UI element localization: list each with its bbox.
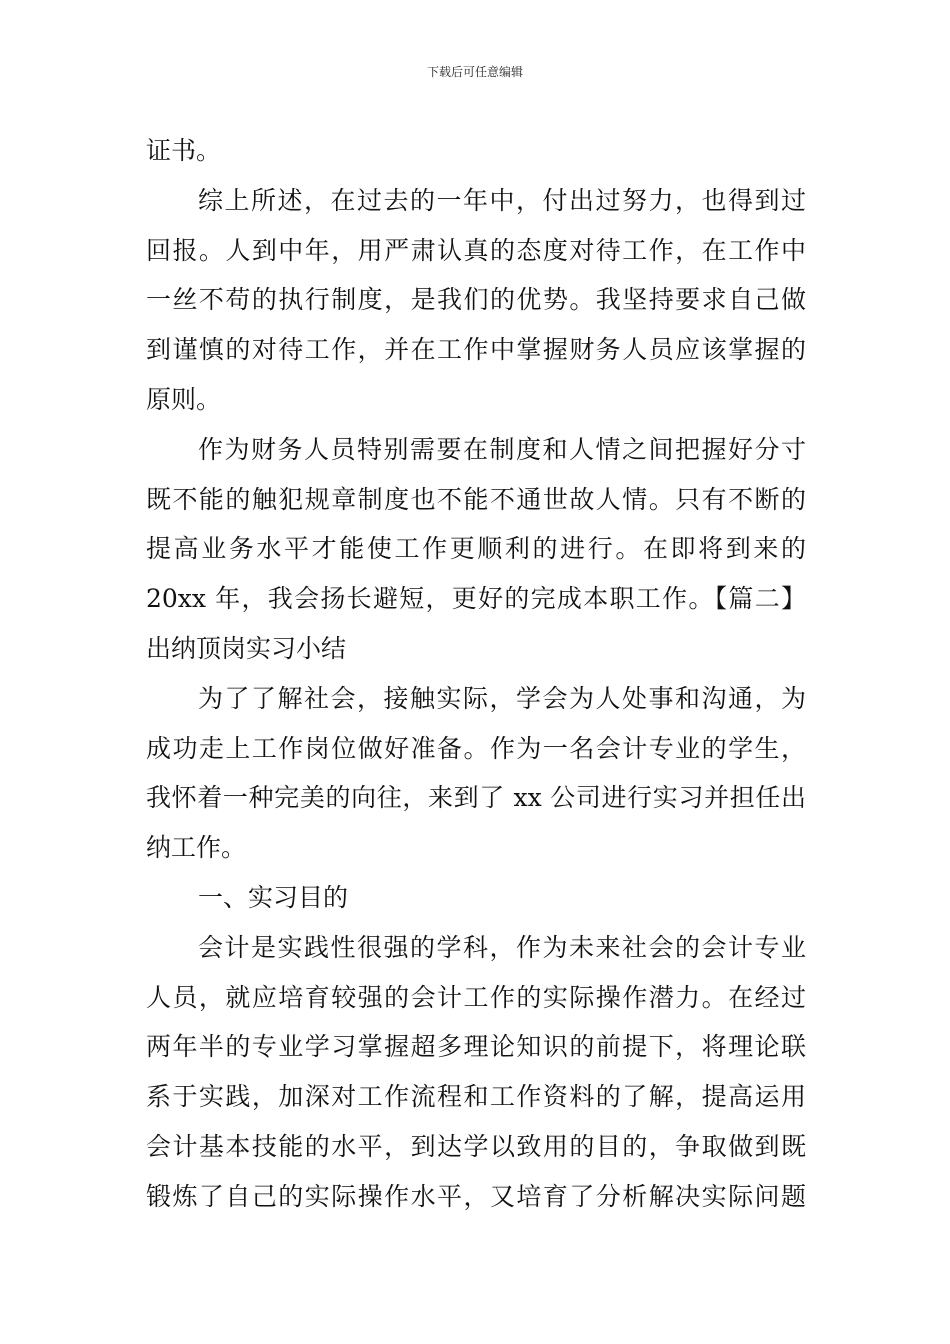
text-line: 成功走上工作岗位做好准备。作为一名会计专业的学生，: [146, 733, 806, 763]
text-line: 一丝不苟的执行制度，是我们的优势。我坚持要求自己做: [146, 285, 806, 315]
text-line: 锻炼了自己的实际操作水平，又培育了分析解决实际问题: [146, 1181, 806, 1211]
text-line: 20xx 年，我会扬长避短，更好的完成本职工作。【篇二】: [146, 584, 806, 614]
text-line: 系于实践，加深对工作流程和工作资料的了解，提高运用: [146, 1082, 806, 1112]
text-line: 为了了解社会，接触实际，学会为人处事和沟通，为: [198, 683, 806, 713]
document-body: [146, 126, 806, 1222]
text-line: 既不能的触犯规章制度也不能不通世故人情。只有不断的: [146, 484, 806, 514]
text-line: 证书。: [146, 136, 222, 165]
text-line: 会计基本技能的水平，到达学以致用的目的，争取做到既: [146, 1131, 806, 1161]
text-line: 会计是实践性很强的学科，作为未来社会的会计专业: [198, 932, 806, 962]
page-header: 下载后可任意编辑: [426, 65, 523, 79]
text-line: 作为财务人员特别需要在制度和人情之间把握好分寸: [198, 434, 806, 464]
text-line: 人员，就应培育较强的会计工作的实际操作潜力。在经过: [146, 982, 806, 1012]
text-line: 一、实习目的: [198, 882, 349, 912]
text-line: 回报。人到中年，用严肃认真的态度对待工作，在工作中: [146, 235, 806, 265]
text-line: 纳工作。: [146, 833, 247, 863]
text-line: 到谨慎的对待工作，并在工作中掌握财务人员应该掌握的: [146, 335, 806, 365]
text-line: 我怀着一种完美的向往，来到了 xx 公司进行实习并担任出: [146, 783, 806, 813]
text-line: 综上所述，在过去的一年中，付出过努力，也得到过: [198, 185, 806, 215]
text-line: 提高业务水平才能使工作更顺利的进行。在即将到来的: [146, 534, 806, 564]
text-line: 出纳顶岗实习小结: [146, 633, 347, 663]
text-line: 原则。: [146, 384, 222, 414]
text-line: 两年半的专业学习掌握超多理论知识的前提下，将理论联: [146, 1032, 806, 1062]
